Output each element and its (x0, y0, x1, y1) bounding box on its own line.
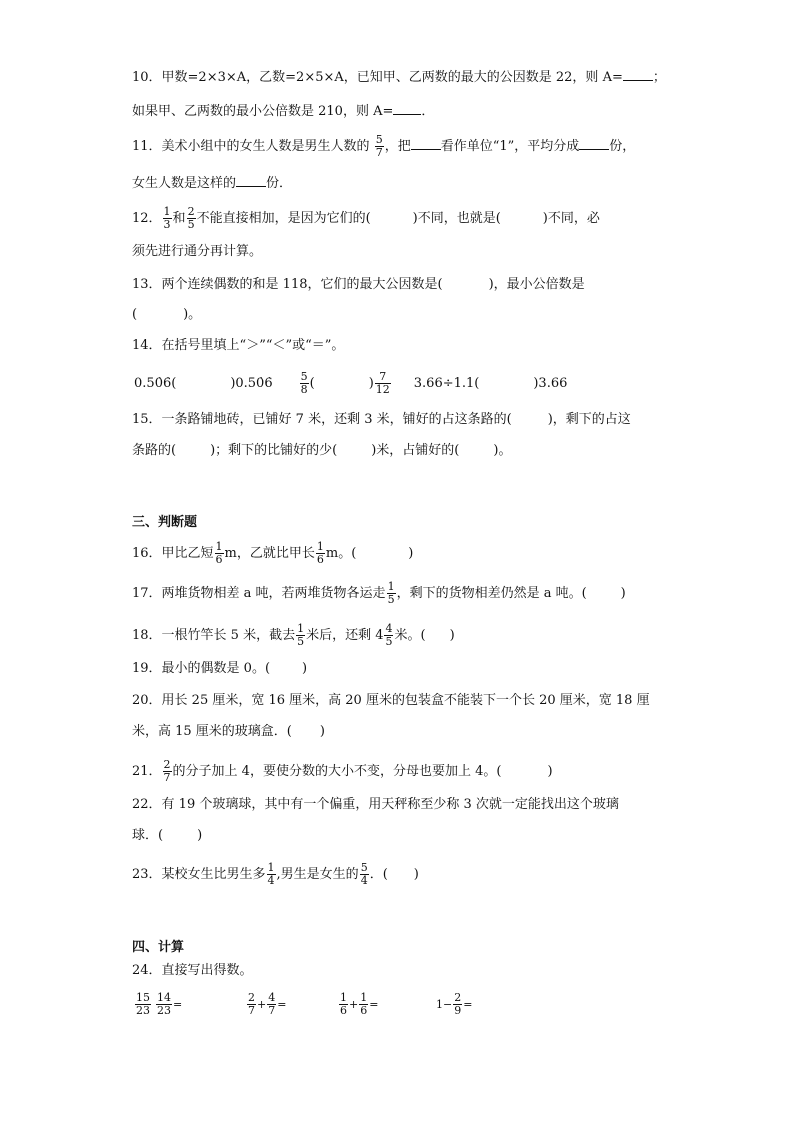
question-21 (132, 759, 553, 784)
q18-text: ) (449, 628, 455, 643)
numerator: 2 (248, 991, 255, 1004)
expression-1 (134, 992, 182, 1017)
q23-text: ) (413, 867, 419, 882)
denominator: 12 (375, 383, 390, 396)
q17-text: ，剩下的货物相差仍然是 a 吨。( (396, 586, 587, 601)
q14-text: 14．在括号里填上“＞”“＜”或“＝”。 (132, 338, 345, 353)
question-24 (132, 963, 253, 979)
q10-text: 10．甲数=2×3×A，乙数=2×5×A，已知甲、乙两数的最大的公因数是 22，则 A= (132, 70, 623, 85)
fraction (135, 992, 151, 1017)
numerator: 1 (297, 622, 305, 635)
q15-text: )，剩下的占这 (547, 412, 631, 427)
q20-text: 20．用长 25 厘米，宽 16 厘米，高 20 厘米的包装盒不能装下一个长 20 厘米，宽 18 厘 (132, 693, 650, 708)
fraction (163, 759, 172, 784)
numerator: 14 (157, 991, 171, 1004)
fraction (296, 623, 305, 648)
fraction (360, 862, 369, 887)
question-22-line-2 (132, 828, 202, 844)
q12-text: )不同，必 (542, 211, 600, 226)
plus-sign: + (257, 998, 267, 1011)
q18-text: 18．一根竹竿长 5 米，截去 (132, 628, 296, 643)
q16-text: ) (408, 546, 414, 561)
expression-text: 1− (436, 998, 453, 1011)
question-22-line-1 (132, 797, 619, 813)
answer-blank[interactable] (579, 137, 609, 150)
q20-text: ) (319, 724, 325, 739)
fraction (359, 992, 368, 1017)
q16-text: m，乙就比甲长 (224, 546, 315, 561)
numerator: 15 (136, 991, 150, 1004)
q20-text: 米，高 15 厘米的玻璃盒．( (132, 724, 292, 739)
question-13-line-1 (132, 277, 585, 293)
equals-sign: = (277, 998, 287, 1011)
q12-text: 不能直接相加，是因为它们的( (196, 211, 371, 226)
denominator: 7 (268, 1004, 276, 1017)
question-13-line-2 (132, 307, 201, 323)
q11-text: ，把 (384, 139, 411, 154)
q14-text: ( (171, 376, 177, 391)
q18-text: 米后，还剩 4 (306, 628, 384, 643)
answer-blank[interactable] (411, 137, 441, 150)
expression-4 (436, 992, 472, 1017)
question-16 (132, 541, 413, 566)
denominator: 5 (387, 593, 395, 606)
denominator: 6 (316, 553, 324, 566)
q22-text: ) (197, 828, 203, 843)
section-heading-calculation: 四、计算 (132, 940, 185, 955)
q13-text: )，最小公倍数是 (488, 277, 585, 292)
q16-text: 16．甲比乙短 (132, 546, 214, 561)
plus-sign: + (349, 998, 359, 1011)
q13-text: )。 (183, 307, 202, 322)
numerator: 1 (267, 861, 275, 874)
denominator: 5 (187, 218, 195, 231)
fraction (387, 581, 396, 606)
fraction (453, 992, 462, 1017)
q11-text: 份． (266, 176, 293, 191)
q15-text: 15．一条路铺地砖，已铺好 7 米，还剩 3 米，铺好的占这条路的( (132, 412, 512, 427)
numerator: 4 (268, 991, 276, 1004)
q21-number: 21． (132, 764, 162, 779)
q23-text: ,男生是女生的 (276, 867, 359, 882)
answer-blank[interactable] (393, 102, 421, 115)
denominator: 23 (136, 1004, 150, 1017)
question-12-line-2 (132, 244, 262, 260)
q14-number: 0.5 (134, 376, 155, 391)
q18-text: 米。( (394, 628, 426, 643)
fraction (316, 541, 325, 566)
numerator: 1 (340, 991, 347, 1004)
numerator: 2 (163, 758, 171, 771)
fraction (187, 206, 196, 231)
denominator: 4 (267, 874, 275, 887)
q17-text: ) (620, 586, 626, 601)
q10-text-2: 如果甲、乙两数的最小公倍数是 210，则 A= (132, 104, 394, 119)
q17-text: 17．两堆货物相差 a 吨，若两堆货物各运走 (132, 586, 386, 601)
numerator: 5 (375, 133, 383, 146)
answer-blank[interactable] (236, 174, 266, 187)
q11-text: 看作单位“1”，平均分成 (440, 139, 580, 154)
question-20-line-2 (132, 724, 325, 740)
question-15-line-1 (132, 412, 631, 428)
q14-text: )3.66 (533, 376, 568, 391)
denominator: 6 (340, 1004, 347, 1017)
q13-text: ( (132, 307, 138, 322)
q15-text: )；剩下的比铺好的少( (210, 443, 338, 458)
q15-text: )米，占铺好的( (371, 443, 460, 458)
q11-text: 11．美术小组中的女生人数是男生人数的 (132, 139, 370, 154)
q15-text: )。 (493, 443, 512, 458)
expression-2 (246, 992, 286, 1017)
fraction (267, 992, 276, 1017)
q23-text: 23．某校女生比男生多 (132, 867, 266, 882)
q12-text: )不同，也就是( (412, 211, 501, 226)
numerator: 5 (360, 861, 368, 874)
question-12-line-1 (132, 206, 600, 231)
denominator: 7 (163, 771, 171, 784)
section-heading-true-false: 三、判断题 (132, 515, 198, 530)
q14-text: ( (309, 376, 315, 391)
equals-sign: = (173, 998, 183, 1011)
denominator: 4 (360, 874, 368, 887)
q24-text: 24．直接写出得数。 (132, 963, 253, 978)
numerator: 1 (360, 991, 368, 1004)
fraction (163, 206, 172, 231)
q16-text: m。( (325, 546, 357, 561)
question-11-line-1 (132, 134, 635, 159)
numerator: 1 (316, 540, 324, 553)
question-23 (132, 862, 419, 887)
question-11-line-2 (132, 174, 292, 192)
question-10-line-1 (132, 68, 666, 86)
denominator: 5 (385, 635, 393, 648)
q22-text: 22．有 19 个玻璃球，其中有一个偏重，用天秤称至少称 3 次就一定能找出这个玻璃 (132, 797, 619, 812)
fraction (247, 992, 256, 1017)
fraction (267, 862, 276, 887)
numerator: 1 (215, 540, 223, 553)
q10-punct-2: ． (421, 104, 435, 119)
numerator: 1 (387, 580, 395, 593)
q12-text: 和 (172, 211, 186, 226)
q22-text: 球．( (132, 828, 164, 843)
fraction (215, 541, 224, 566)
question-19 (132, 661, 307, 677)
question-10-line-2 (132, 102, 434, 120)
q14-text: 3.66÷1.1( (413, 376, 480, 391)
fraction (375, 134, 384, 159)
question-15-line-2 (132, 443, 511, 459)
numerator: 5 (300, 370, 308, 383)
denominator: 3 (163, 218, 171, 231)
question-18 (132, 623, 455, 648)
q21-text: ) (547, 764, 553, 779)
q10-punct: ； (652, 70, 666, 85)
q11-text: 份， (609, 139, 636, 154)
answer-blank[interactable] (623, 68, 653, 81)
fraction (339, 992, 348, 1017)
q12-text: 须先进行通分再计算。 (132, 244, 263, 259)
equals-sign: = (463, 998, 473, 1011)
question-20-line-1 (132, 693, 650, 709)
q19-text: ) (302, 661, 308, 676)
question-14-line-2 (134, 371, 567, 396)
q14-repeating-digits: 0̇6̇ (154, 376, 172, 391)
expression-3 (338, 992, 378, 1017)
q21-text: 的分子加上 4，要使分数的大小不变，分母也要加上 4。( (172, 764, 502, 779)
q13-text: 13．两个连续偶数的和是 118，它们的最大公因数是( (132, 277, 443, 292)
numerator: 1 (163, 205, 171, 218)
equals-sign: = (369, 998, 379, 1011)
question-14-line-1 (132, 338, 344, 354)
denominator: 9 (454, 1004, 462, 1017)
denominator: 6 (360, 1004, 368, 1017)
q15-text: 条路的( (132, 443, 177, 458)
q23-text: ．( (369, 867, 388, 882)
denominator: 23 (157, 1004, 171, 1017)
q14-number: )0.50̇6̇ (230, 376, 273, 391)
fraction (156, 992, 172, 1017)
numerator: 4 (385, 622, 393, 635)
q19-text: 19．最小的偶数是 0。( (132, 661, 271, 676)
fraction (375, 371, 391, 396)
denominator: 6 (215, 553, 223, 566)
numerator: 2 (187, 205, 195, 218)
question-17 (132, 581, 626, 606)
denominator: 7 (248, 1004, 255, 1017)
q11-text: 女生人数是这样的 (132, 176, 237, 191)
numerator: 2 (454, 991, 462, 1004)
q14-text: ) (368, 376, 374, 391)
q12-number: 12． (132, 211, 162, 226)
denominator: 5 (297, 635, 305, 648)
denominator: 7 (375, 146, 383, 159)
denominator: 8 (300, 383, 308, 396)
numerator: 7 (375, 371, 391, 384)
fraction (300, 371, 309, 396)
mixed-fraction-part (384, 623, 393, 648)
